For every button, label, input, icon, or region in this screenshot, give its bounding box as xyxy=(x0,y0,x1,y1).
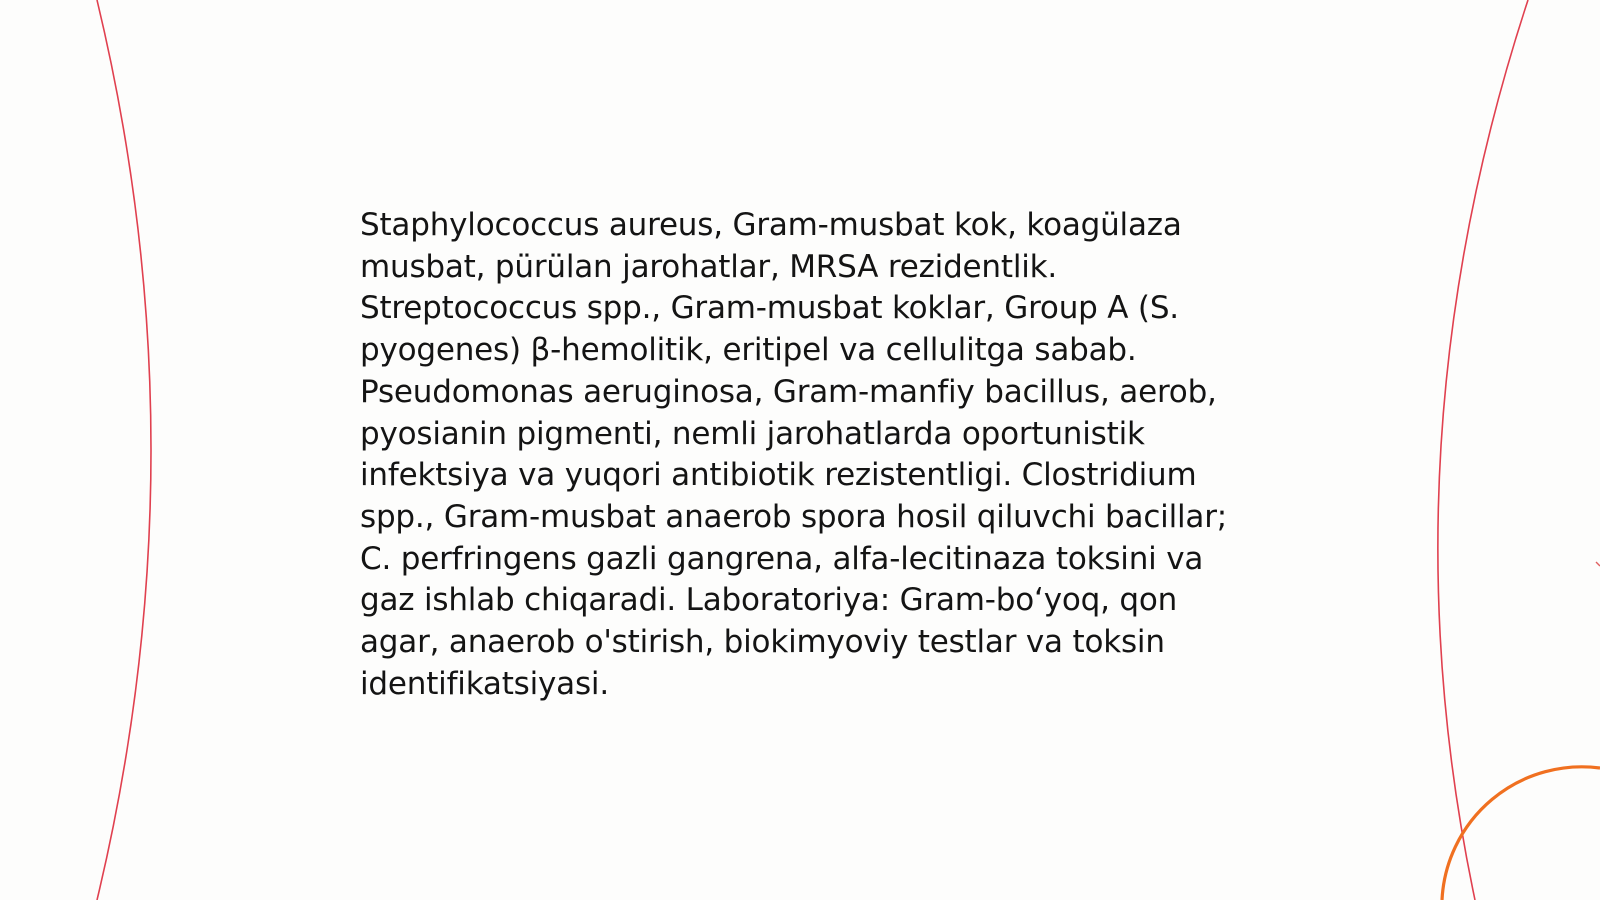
edge-tick-mark xyxy=(1596,562,1600,566)
accent-arc xyxy=(1442,767,1600,900)
left-curve-line xyxy=(97,0,151,900)
right-curve-line xyxy=(1438,0,1528,900)
slide-body-text: Staphylococcus aureus, Gram-musbat kok, koagülaza musbat, pürülan jarohatlar, MRSA rezidentlik. Streptococcus spp., Gram-musbat koklar, Group A (S. pyogenes) β-hemolitik, eritipel va cellulitga sabab. Pseudomonas aeruginosa, Gram-manfiy bacillus, aerob, pyosianin pigmenti, nemli jarohatlarda oportunistik infektsiya va yuqori antibiotik rezistentligi. Clostridium spp., Gram-musbat anaerob spora hosil qiluvchi bacillar; C. perfringens gazli gangrena, alfa-lecitinaza toksini va gaz ishlab chiqaradi. Laboratoriya: Gram-bo‘yoq, qon agar, anaerob o'stirish, biokimyoviy testlar va toksin identifikatsiyasi. xyxy=(360,207,1228,702)
